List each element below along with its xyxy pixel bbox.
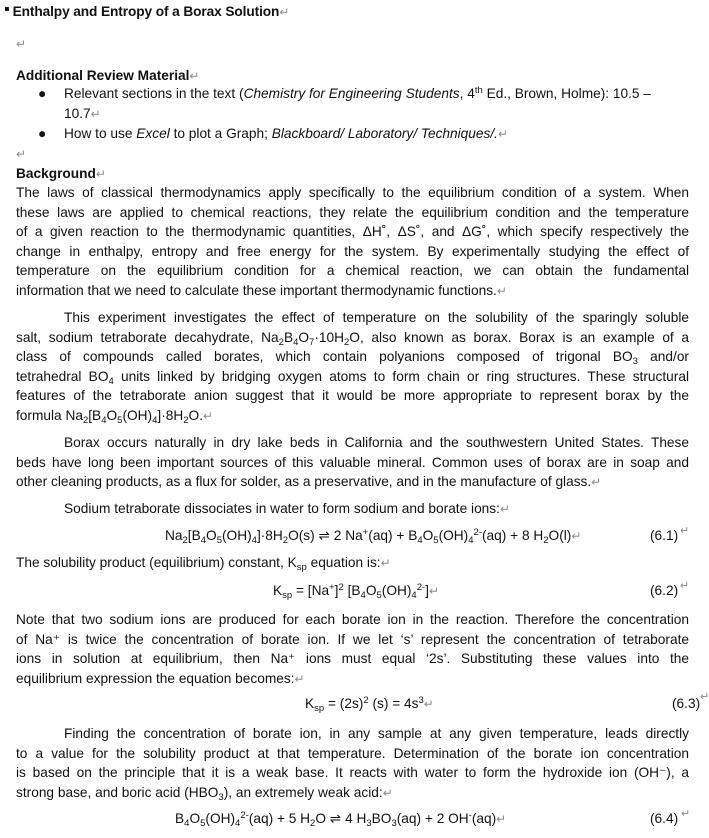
equation-6-3: $K_{sp} = (2s)^2$ $(s) = 4s^3↵$ (6.3) ↵ xyxy=(305,691,709,714)
review-heading: Additional Review Material↵ xyxy=(16,68,200,83)
equation-6-4: $B_4O_5(OH)_4^{2-}(aq) + 5$ $H_2O$ ⇌ 4 $H_3BO_3(aq) + 2$ OH-(aq)↵ (6.4) ↵ xyxy=(175,808,691,829)
empty-paragraph: ↵ xyxy=(16,147,27,161)
equation-6-2: $K_{sp} = [Na^+]^2$ $[B_4O_5(OH)_4^{2-}]↵$ (6.2) ↵ xyxy=(273,580,690,601)
equation-6-1: $Na_2[B_4O_5(OH)_4]\cdot 8H_2O(s)$ ⇌ 2 $Na^+(aq) + B_4O_5(OH)_4^{2-}(aq) + 8$ $H_2O(l)↵$ (6.1) ↵ xyxy=(165,525,690,546)
equilibrium-arrow-icon: ⇌ xyxy=(318,528,330,543)
bullet-icon: ● xyxy=(38,126,47,141)
review-item-excel: ● How to use Excel to plot a Graph; Blackboard/ Laboratory/ Techniques/.↵ xyxy=(38,124,690,144)
paragraph-borax-occurrence: Borax occurs naturally in dry lake beds in California and the southwestern United States. These beds have long been important sources of this valuable mineral. Common uses of borax are in soap and other cleaning products, as a flux for solder, as a preservative, and in the manufacture of glass.↵ xyxy=(16,435,689,490)
bullet-icon: ▪ xyxy=(4,1,10,18)
paragraph-sodium-ions: Note that two sodium ions are produced for each borate ion in the reaction. Therefore the concentration of Na⁺ is twice the concentration of borate ion. If we let ‘s’ represent the concentration of tetraborate ions in solution at equilibrium, then Na⁺ ions must equal ‘2s’. Substituting these values into the equilibrium expression the equation becomes:↵ xyxy=(16,612,689,686)
paragraph-mark-icon: ↵ xyxy=(279,5,290,19)
equilibrium-arrow-icon: ⇌ xyxy=(329,811,342,826)
background-heading: Background↵ xyxy=(16,166,106,181)
document-title: ▪ Enthalpy and Entropy of a Borax Solution↵ xyxy=(4,1,290,19)
paragraph-experiment: This experiment investigates the effect of temperature on the solubility of the sparingly soluble salt, sodium tetraborate decahydrate, $Na_2B_4O_7\cdot 10H_2O$, also known as borax. Borax is an example of a class of compounds called borates, which contain polyanions composed of trigonal $BO_3$ and/or tetrahedral $BO_4$ units linked by bridging oxygen atoms to form chain or ring structures. These structural features of the tetraborate anion suggest that it would be more appropriate to represent borax by the formula $Na_2[B_4O_5(OH)_4]\cdot 8H_2O.↵$ xyxy=(16,310,689,426)
empty-paragraph: ↵ xyxy=(16,37,27,51)
paragraph-thermodynamics: The laws of classical thermodynamics apply specifically to the equilibrium condition of a system. When these laws are applied to chemical reactions, they relate the equilibrium condition and the temperature of a given reaction to the thermodynamic quantities, ΔH˚, ΔS˚, and ΔG˚, which specify respectively the change in enthalpy, entropy and free energy for the system. By experimentally studying the effect of temperature on the equilibrium condition for a chemical reaction, we can obtain the fundamental information that we need to calculate these important thermodynamic functions.↵ xyxy=(16,185,689,298)
paragraph-borate-concentration: Finding the concentration of borate ion, in any sample at any given temperature, leads directly to a value for the solubility product at that temperature. Determination of the borate ion concentration is based on the principle that it is a weak base. It reacts with water to form the hydroxide ion (OH⁻), a strong base, and boric acid $(HBO_3)$, an extremely weak acid:↵ xyxy=(16,726,689,803)
paragraph-dissociation-intro: Sodium tetraborate dissociates in water to form sodium and borate ions:↵ xyxy=(64,501,511,516)
bullet-icon: ● xyxy=(38,86,47,101)
ksp-intro: The solubility product (equilibrium) constant, $K_{sp}$ equation is:↵ xyxy=(16,555,391,573)
review-item-text: ● Relevant sections in the text (Chemistry for Engineering Students, 4th Ed., Brown, Holme): 10.5 – 10.7↵ xyxy=(38,85,651,121)
